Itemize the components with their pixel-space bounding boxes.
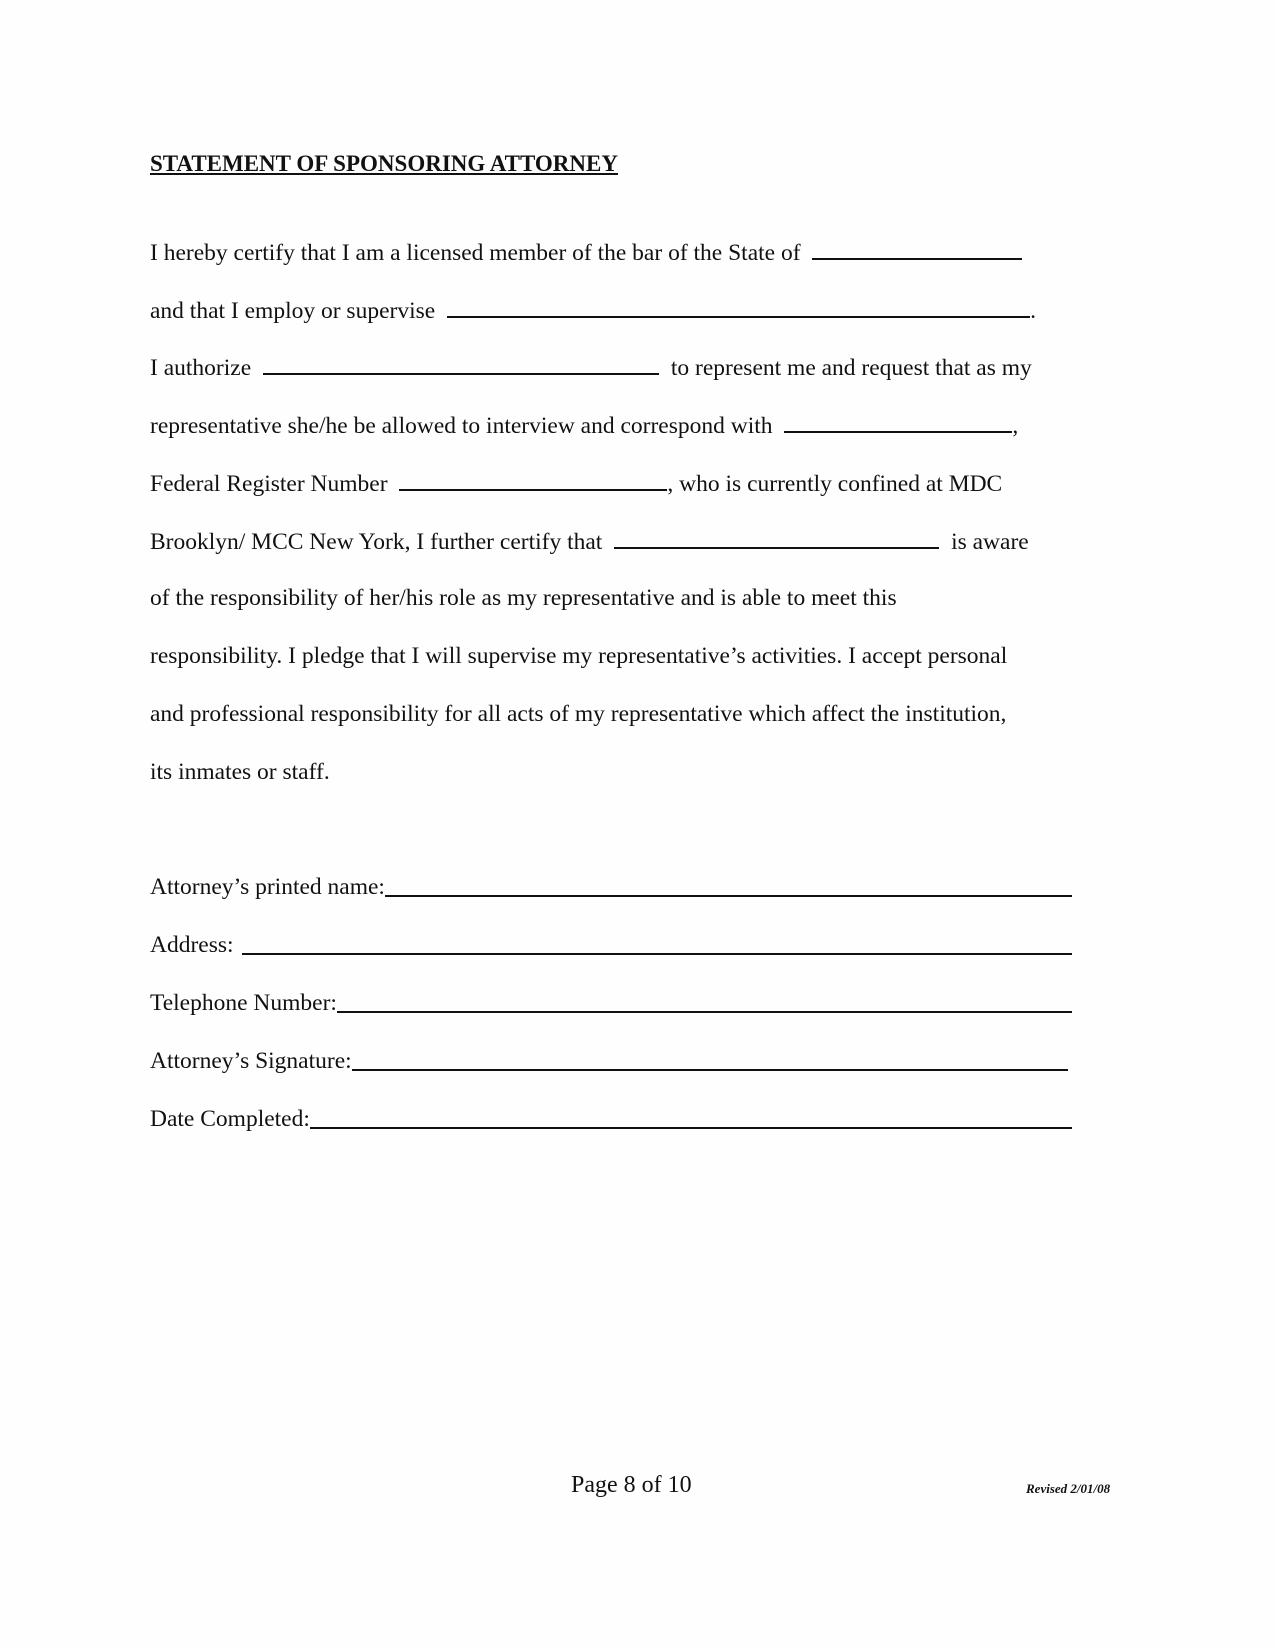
printed-name-row	[150, 873, 1072, 901]
statement-line-5	[150, 468, 1002, 498]
printed-name-label: Attorney’s printed name:	[150, 874, 385, 900]
statement-line-6	[150, 526, 1029, 556]
statement-line-8: responsibility. I pledge that I will supervise my representative’s activities. I accept personal	[150, 643, 1008, 669]
aware-person-blank[interactable]	[614, 526, 939, 549]
statement-line-10: its inmates or staff.	[150, 759, 330, 785]
statement-line-3	[150, 352, 1032, 382]
statement-text: .	[1030, 298, 1036, 324]
address-label: Address:	[150, 932, 234, 958]
telephone-field[interactable]	[337, 990, 1072, 1013]
printed-name-field[interactable]	[385, 874, 1072, 897]
statement-text: , who is currently confined at MDC	[667, 471, 1003, 497]
statement-text: Federal Register Number	[150, 471, 388, 497]
statement-text: ,	[1012, 413, 1019, 439]
statement-line-2	[150, 295, 1036, 325]
statement-text: Brooklyn/ MCC New York, I further certify that	[150, 529, 603, 555]
statement-text: to represent me and request that as my	[670, 355, 1032, 381]
statement-text: I hereby certify that I am a licensed member of the bar of the State of	[150, 240, 801, 266]
inmate-name-blank[interactable]	[784, 410, 1012, 433]
representative-blank[interactable]	[263, 352, 659, 375]
statement-text: I authorize	[150, 355, 252, 381]
statement-text: is aware	[951, 529, 1029, 555]
signature-row	[150, 1047, 1068, 1075]
statement-line-4	[150, 410, 1018, 440]
statement-text: and that I employ or supervise	[150, 298, 436, 324]
revision-date: Revised 2/01/08	[1026, 1481, 1111, 1496]
date-row	[150, 1105, 1072, 1133]
statement-line-7: of the responsibility of her/his role as my representative and is able to meet this	[150, 585, 897, 611]
statement-text: representative she/he be allowed to interview and correspond with	[150, 413, 773, 439]
employee-blank[interactable]	[447, 295, 1030, 318]
signature-field[interactable]	[352, 1048, 1068, 1071]
date-field[interactable]	[310, 1106, 1072, 1129]
statement-line-9: and professional responsibility for all acts of my representative which affect the institution,	[150, 701, 1007, 727]
telephone-label: Telephone Number:	[150, 990, 337, 1016]
address-row	[150, 931, 1072, 959]
date-label: Date Completed:	[150, 1106, 310, 1132]
address-field[interactable]	[242, 932, 1072, 955]
state-blank[interactable]	[812, 237, 1022, 260]
signature-label: Attorney’s Signature:	[150, 1048, 352, 1074]
register-number-blank[interactable]	[399, 468, 667, 491]
statement-line-1	[150, 237, 1022, 267]
page-title: STATEMENT OF SPONSORING ATTORNEY	[150, 151, 618, 176]
page-number: Page 8 of 10	[571, 1472, 692, 1498]
telephone-row	[150, 989, 1072, 1017]
